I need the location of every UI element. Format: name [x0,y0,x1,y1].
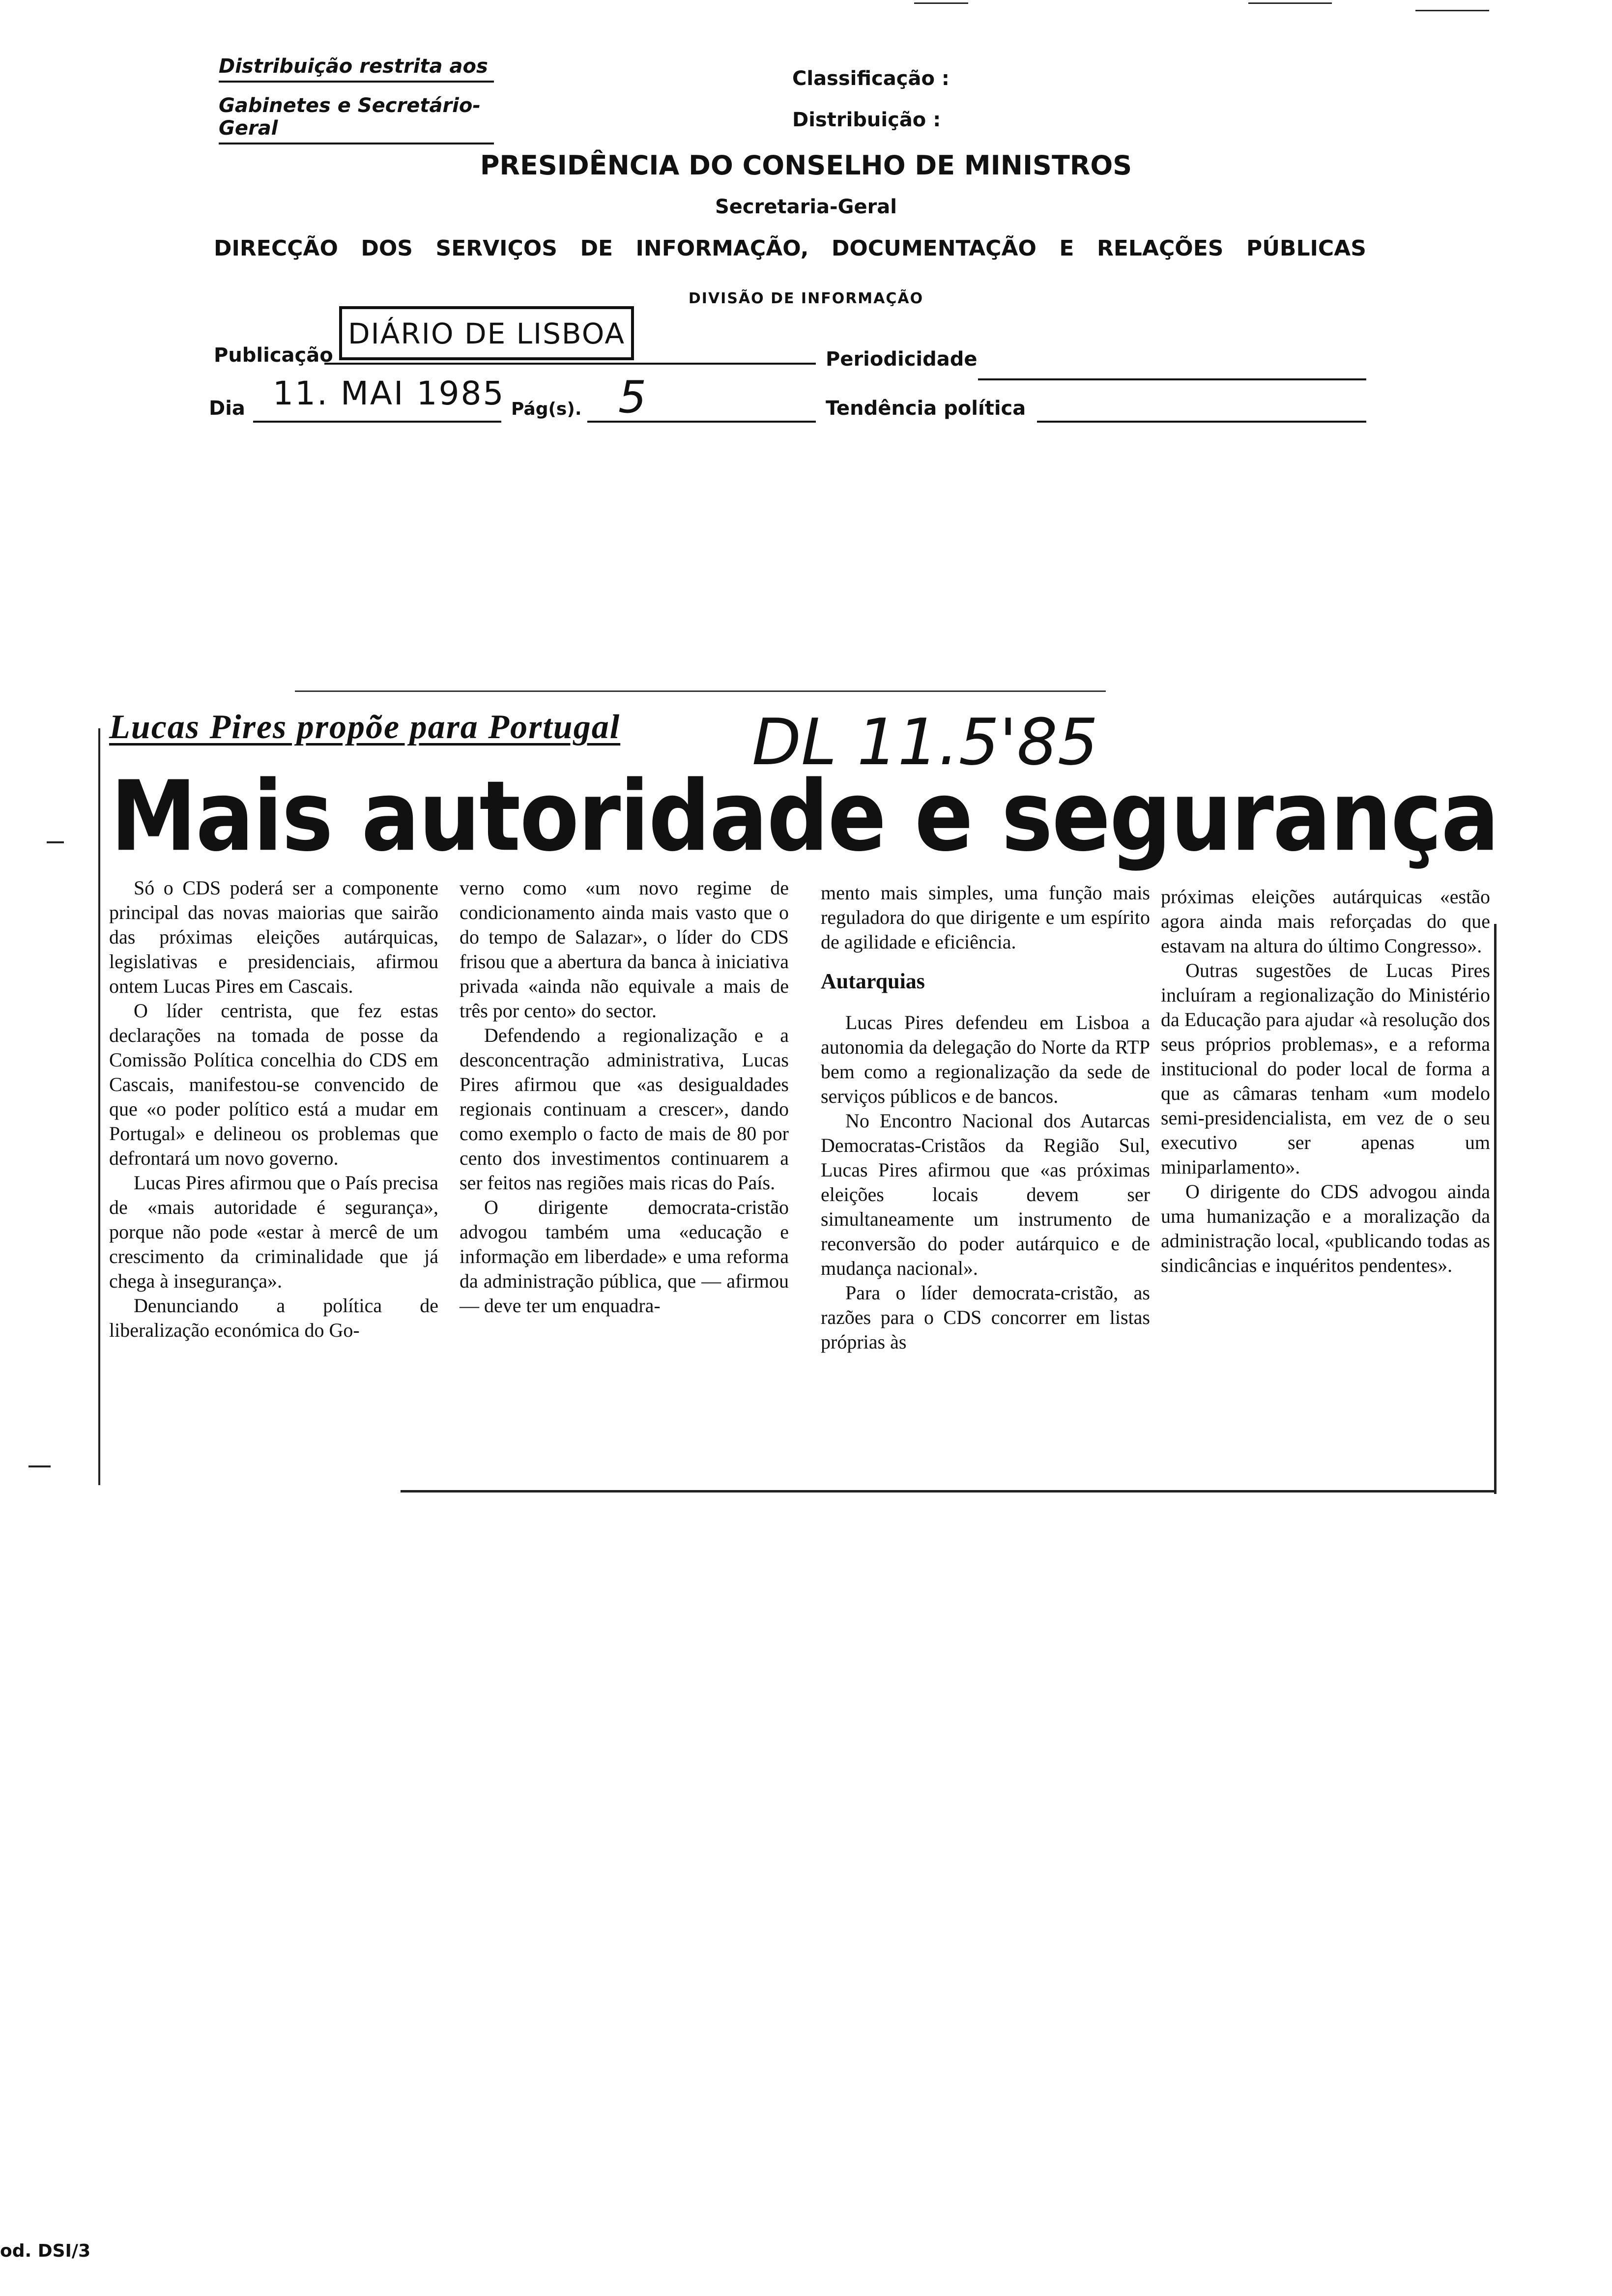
directorate-word: SERVIÇOS [435,236,557,261]
political-tendency-label: Tendência política [826,397,1026,420]
directorate-word: PÚBLICAS [1246,236,1366,261]
article-subheading: Autarquias [821,969,925,993]
directorate-title [214,236,1366,261]
article-column-2 [460,876,789,1318]
article-kicker: Lucas Pires propõe para Portugal [109,708,621,746]
margin-mark [29,1465,51,1467]
scan-mark [1248,2,1332,4]
publication-label: Publicação [214,344,333,367]
directorate-word: E [1059,236,1074,261]
clipping-bottom-border [401,1490,1494,1492]
political-tendency-underline [1037,421,1366,423]
article-paragraph: Lucas Pires afirmou que o País precisa de «mais autoridade é segurança», porque não pode «estar à mercê de um crescimento da criminalidade que já chega à insegurança». [109,1172,438,1292]
handwritten-annotation: DL 11.5'85 [752,705,1098,779]
pages-label: Pág(s). [511,399,582,419]
article-paragraph: Outras sugestões de Lucas Pires incluíram a regionalização do Ministério da Educação para ajudar «à resolução dos seus próprios problemas», e a reforma institucional do poder local de forma a que as câmaras tenham «um modelo semi-presidencialista, em vez de o seu executivo ser apenas um miniparlamento». [1161,959,1490,1178]
clipping-left-border [98,728,100,1485]
periodicity-label: Periodicidade [826,348,978,371]
article-headline: Mais autoridade e segurança [111,760,1498,873]
directorate-word: INFORMAÇÃO, [635,236,809,261]
article-paragraph: mento mais simples, uma função mais reguladora do que dirigente e um espírito de agilidade e eficiência. [821,882,1150,953]
day-label: Dia [209,397,245,420]
directorate-word: RELAÇÕES [1096,236,1224,261]
restriction-line-2: Gabinetes e Secretário-Geral [219,94,494,144]
article-top-rule [295,690,1106,692]
form-code: od. DSI/3 [0,2241,91,2261]
pages-value-handwritten: 5 [618,372,647,423]
article-paragraph: O dirigente democrata-cristão advogou também uma «educação e informação em liberdade» e uma reforma da administração pública, que — afirmou — deve ter um enquadra- [460,1196,789,1317]
article-paragraph: Lucas Pires defendeu em Lisboa a autonomia da delegação do Norte da RTP bem como a regionalização da sede de serviços públicos e de bancos. [821,1011,1150,1107]
scan-mark [914,2,968,4]
margin-mark [47,841,64,843]
day-underline [253,421,501,423]
article-paragraph: próximas eleições autárquicas «estão agora ainda mais reforçadas do que estavam na altura do último Congresso». [1161,886,1490,957]
publication-stamp: DIÁRIO DE LISBOA [339,306,634,360]
directorate-word: DE [580,236,613,261]
directorate-word: DOCUMENTAÇÃO [831,236,1036,261]
day-value-stamp: 11. MAI 1985 [273,374,505,412]
article-paragraph: Defendendo a regionalização e a desconcentração administrativa, Lucas Pires afirmou que «as desigualdades regionais continuam a crescer», dando como exemplo o facto de mais de 80 por cento dos investimentos continuarem a ser feitos nas regiões mais ricas do País. [460,1024,789,1194]
secretariat-title: Secretaria-Geral [715,196,897,218]
distribution-label: Distribuição : [792,109,941,131]
publication-underline [324,363,816,365]
classification-label: Classificação : [792,67,950,90]
article-column-1 [109,876,438,1343]
article-paragraph: Para o líder democrata-cristão, as razões para o CDS concorrer em listas próprias às [821,1282,1150,1353]
article-column-4 [1161,885,1490,1278]
directorate-word: DIRECÇÃO [214,236,338,261]
periodicity-underline [978,378,1366,380]
scan-mark [1415,10,1489,11]
article-paragraph: O líder centrista, que fez estas declarações na tomada de posse da Comissão Política concelhia do CDS em Cascais, manifestou-se convencido de que «o poder político está a mudar em Portugal» e delineou os problemas que defrontará um novo governo. [109,1000,438,1169]
division-title: DIVISÃO DE INFORMAÇÃO [688,290,924,307]
restriction-note [219,55,494,156]
directorate-word: DOS [361,236,413,261]
article-paragraph: O dirigente do CDS advogou ainda uma humanização e a moralização da administração local, «publicando todas as sindicâncias e inquéritos pendentes». [1161,1180,1490,1276]
article-paragraph: Só o CDS poderá ser a componente principal das novas maiorias que sairão das próximas eleições autárquicas, legislativas e presidenciais, afirmou ontem Lucas Pires em Cascais. [109,877,438,997]
article-paragraph: No Encontro Nacional dos Autarcas Democratas-Cristãos da Região Sul, Lucas Pires afirmou que «as próximas eleições locais devem ser simultaneamente um instrumento de reconversão do poder autárquico e de mudança nacional». [821,1110,1150,1279]
article-paragraph: Denunciando a política de liberalização económica do Go- [109,1294,438,1341]
article-column-3 [821,881,1150,1354]
clipping-right-border [1494,924,1497,1494]
article-paragraph: verno como «um novo regime de condicionamento ainda mais vasto que o do tempo de Salazar», o líder do CDS frisou que a abertura da banca à iniciativa privada «ainda não equivale a mais de três por cento» do sector. [460,877,789,1022]
presidency-title: PRESIDÊNCIA DO CONSELHO DE MINISTROS [480,150,1132,181]
classification-block [792,58,950,141]
restriction-line-1: Distribuição restrita aos [219,55,494,83]
